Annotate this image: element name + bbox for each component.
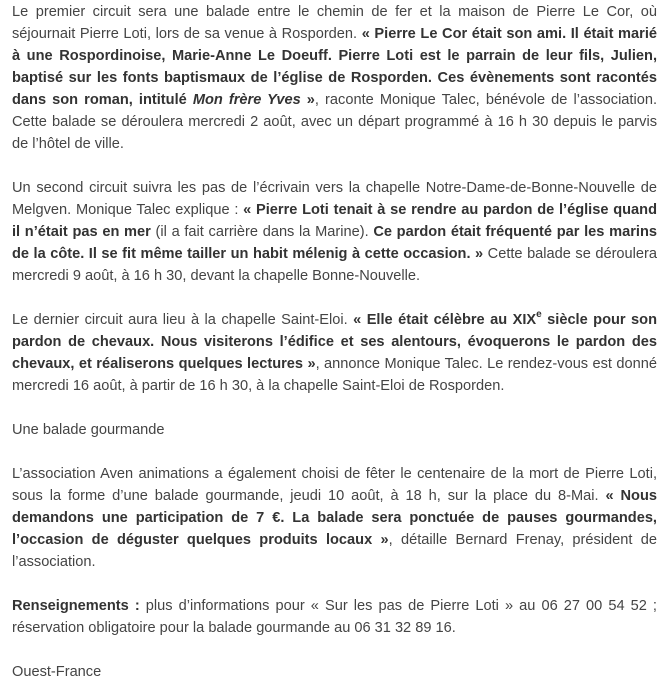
source-credit: Ouest-France (12, 664, 102, 680)
subheading: Une balade gourmande (12, 422, 165, 438)
text: , raconte Monique Talec, bénévole de l’association. Cette balade se déroulera mercredi 2 août, avec un départ programmé à 16 h 30 depuis le parvis de l’hôtel de ville. (12, 92, 658, 152)
text: , détaille Bernard Frenay, président de l’association. (12, 532, 657, 570)
quote-close: » (300, 92, 315, 108)
text: plus d’informations pour « Sur les pas de Pierre Loti » au 06 27 00 54 52 ; réservation obligatoire pour la balade gourmande au 06 31 32 89 16. (12, 598, 657, 636)
paragraph-renseignements (12, 595, 657, 639)
paragraph-circuit-3 (12, 309, 657, 397)
text: L’association Aven animations a également choisi de fêter le centenaire de la mort de Pierre Loti, sous la forme d’une balade gourmande, jeudi 10 août, à 18 h, sur la place du 8-Mai. (12, 466, 657, 504)
text: Cette balade se déroulera mercredi 9 août, à 16 h 30, devant la chapelle Bonne-Nouvelle. (12, 246, 657, 284)
book-title: Mon frère Yves (192, 92, 301, 108)
quote-text: « Pierre Le Cor était son ami. Il était marié à une Rospordinoise, Marie-Anne Le Doeuff. Pierre Loti est le parrain de leur fils, Julien, baptisé sur les fonts baptismaux de l’église de Rosporden. Ces évènements sont racontés dans son roman, intitulé (12, 26, 657, 108)
paragraph-circuit-1 (12, 1, 657, 155)
text: , annonce Monique Talec. Le rendez-vous est donné mercredi 16 août, à partir de 16 h 30, à la chapelle Saint-Eloi de Rosporden. (12, 356, 657, 394)
paragraph-circuit-2 (12, 177, 657, 287)
info-label: Renseignements : (12, 598, 140, 614)
quote-text: siècle pour son pardon de chevaux. Nous visiterons l’édifice et ses alentours, évoquerons le pardon des chevaux, et réaliserons quelques lectures » (12, 312, 658, 372)
superscript: e (536, 309, 542, 321)
text: Le dernier circuit aura lieu à la chapelle Saint-Eloi. (12, 312, 354, 328)
quote-text: « Elle était célèbre au XIX (353, 312, 537, 328)
text: Un second circuit suivra les pas de l’écrivain vers la chapelle Notre-Dame-de-Bonne-Nouvelle de Melgven. Monique Talec explique : (12, 180, 657, 218)
paragraph-balade-gourmande (12, 463, 657, 573)
text: (il a fait carrière dans la Marine). (150, 224, 374, 240)
quote: « Nous demandons une participation de 7 €. La balade sera ponctuée de pauses gourmandes, l’occasion de déguster quelques produits locaux » (12, 488, 657, 548)
quote: « Pierre Loti tenait à se rendre au pardon de l’église quand il n’était pas en mer (12, 202, 657, 240)
quote: Ce pardon était fréquenté par les marins de la côte. Il se fit même tailler un habit mélenig à cette occasion. » (12, 224, 657, 262)
text: Le premier circuit sera une balade entre le chemin de fer et la maison de Pierre Le Cor, où séjournait Pierre Loti, lors de sa venue à Rosporden. (12, 4, 657, 42)
